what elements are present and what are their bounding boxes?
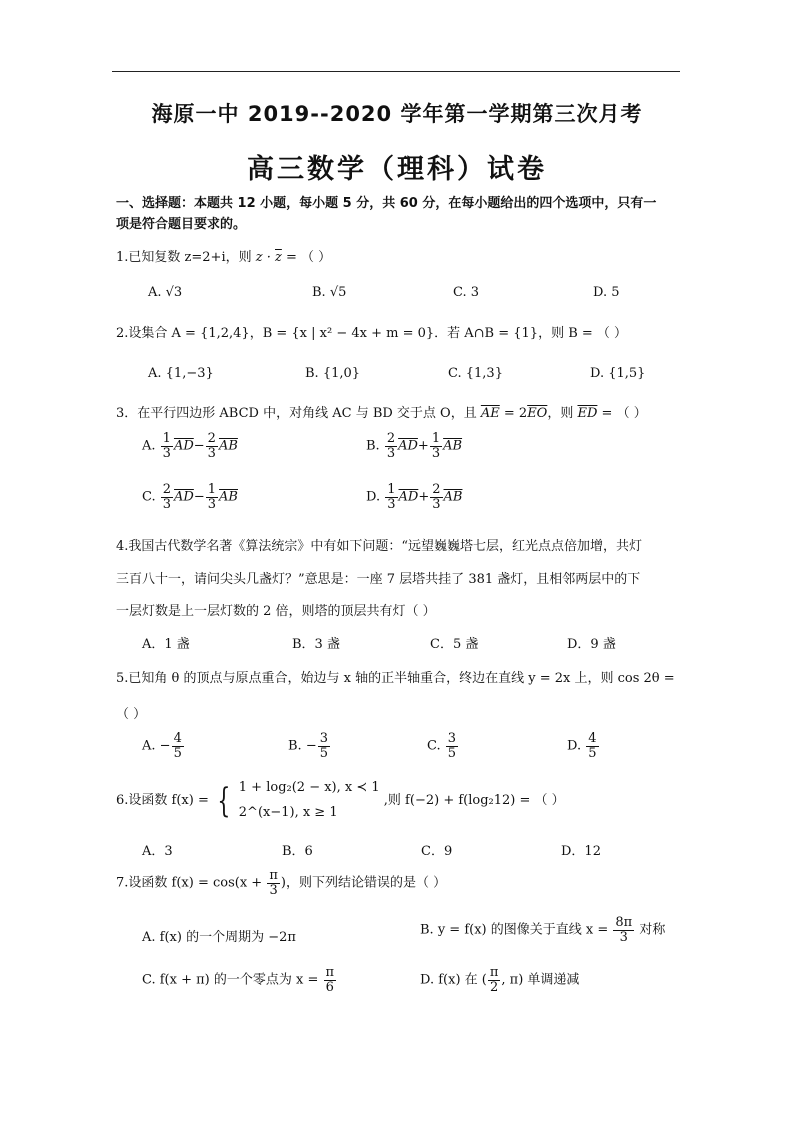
question-5-line2: （ ）: [116, 707, 147, 722]
section-instructions-line1: 一、选择题：本题共 12 小题，每小题 5 分，共 60 分，在每小题给出的四个选项中，只有一: [116, 196, 657, 211]
question-5-line1: 5.已知角 θ 的顶点与原点重合，始边与 x 轴的正半轴重合，终边在直线 y = 2x 上，则 cos 2θ =: [116, 671, 675, 686]
question-1-option-c: C. 3: [453, 285, 480, 300]
question-4-option-a: A．1 盏: [142, 637, 190, 652]
question-6-option-d: D．12: [561, 844, 601, 859]
question-3-option-c: C. $\frac{2}{3}$ $\overline{AD}-$ $\frac{1}{3}$ $\overline{AB}$: [142, 482, 238, 512]
question-4-option-b: B．3 盏: [292, 637, 340, 652]
question-3-option-d: D. $\frac{1}{3}$ $\overline{AD}+$ $\frac{2}{3}$ $\overline{AB}$: [366, 482, 463, 512]
piecewise-brace: {: [217, 780, 231, 821]
exam-title: 海原一中 2019--2020 学年第一学期第三次月考: [151, 102, 643, 126]
question-2-stem: 2.设集合 A = {1,2,4}，B = {x | x² − 4x + m = 0}．若 A∩B = {1}，则 B = （ ）: [116, 326, 628, 341]
question-3-option-a: A. $\frac{1}{3}$ $\overline{AD}-$ $\frac{2}{3}$ $\overline{AB}$: [142, 431, 238, 461]
question-5-option-a: A. − $\frac{4}{5}$: [142, 731, 182, 761]
question-4-option-d: D．9 盏: [567, 637, 616, 652]
section-instructions-line2: 项是符合题目要求的。: [116, 217, 247, 232]
question-5-option-b: B. − $\frac{3}{5}$: [288, 731, 329, 761]
question-1-stem: 1.已知复数 z=2+i，则 $z \cdot \overline{z}$ = （ ）: [116, 250, 332, 265]
question-1-option-d: D. 5: [593, 285, 620, 300]
question-3-option-b: B. $\frac{2}{3}$ $\overline{AD}+$ $\frac{1}{3}$ $\overline{AB}$: [366, 431, 463, 461]
question-2-option-d: D. {1,5}: [590, 366, 646, 381]
question-7-option-d: D. f(x) 在 ( $\frac{\pi}{2}$ , π) 单调递减: [420, 965, 580, 995]
question-7-stem: 7.设函数 f(x) = cos(x + $\frac{\pi}{3}$ )，则下列结论错误的是（ ）: [116, 868, 447, 898]
question-2-option-b: B. {1,0}: [305, 366, 361, 381]
question-4-line2: 三百八十一，请问尖头几盏灯？”意思是：一座 7 层塔共挂了 381 盏灯，且相邻两层中的下: [116, 572, 641, 587]
question-2-option-c: C. {1,3}: [448, 366, 503, 381]
header-rule: [112, 71, 680, 72]
question-2-option-a: A. {1,−3}: [148, 366, 214, 381]
question-7-option-b: B. y = f(x) 的图像关于直线 x = $\frac{8\pi}{3}$ 对称: [420, 915, 666, 945]
question-7-option-c: C. f(x + π) 的一个零点为 x = $\frac{\pi}{6}$: [142, 965, 335, 995]
question-6-stem: 6.设函数 f(x) = { 1 + log₂(2 − x), x ≺ 1 2^(x−1), x ≥ 1 ,则 f(−2) + f(log₂12) = （ ）: [116, 776, 565, 825]
question-3-stem: 3．在平行四边形 ABCD 中，对角线 AC 与 BD 交于点 O，且 $\overline{AE} = 2\overline{EO}$，则 $\overline{ED}$ = （ ）: [116, 406, 647, 421]
exam-subtitle: 高三数学（理科）试卷: [247, 154, 547, 185]
question-6-option-b: B．6: [282, 844, 313, 859]
question-5-option-d: D. $\frac{4}{5}$: [567, 731, 597, 761]
question-4-option-c: C．5 盏: [430, 637, 479, 652]
question-4-line3: 一层灯数是上一层灯数的 2 倍，则塔的顶层共有灯（ ）: [116, 604, 436, 619]
question-6-option-a: A．3: [142, 844, 173, 859]
question-4-line1: 4.我国古代数学名著《算法统宗》中有如下问题：“远望巍巍塔七层，红光点点倍加增，共灯: [116, 539, 643, 554]
question-1-option-b: B. √5: [312, 285, 347, 300]
question-5-option-c: C. $\frac{3}{5}$: [427, 731, 457, 761]
question-6-option-c: C．9: [421, 844, 453, 859]
question-1-option-a: A. √3: [148, 285, 183, 300]
piecewise-cases: 1 + log₂(2 − x), x ≺ 1 2^(x−1), x ≥ 1: [238, 780, 380, 820]
question-7-option-a: A. f(x) 的一个周期为 −2π: [142, 930, 296, 945]
